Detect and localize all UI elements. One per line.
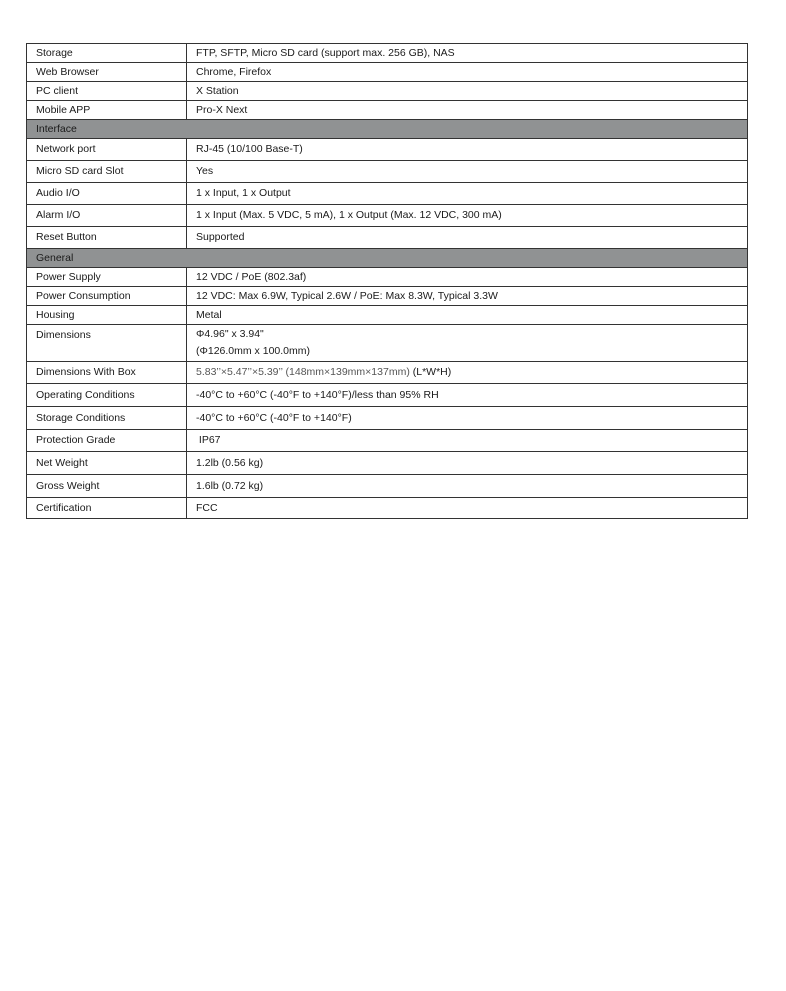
row-label: Dimensions <box>27 325 187 362</box>
row-label: Reset Button <box>27 227 187 249</box>
row-label: Certification <box>27 498 187 519</box>
table-row <box>27 139 748 161</box>
row-value: -40°C to +60°C (-40°F to +140°F) <box>187 407 748 430</box>
row-label: Net Weight <box>27 452 187 475</box>
table-row <box>27 475 748 498</box>
table-row <box>27 101 748 120</box>
row-value <box>187 325 748 362</box>
row-value: Pro-X Next <box>187 101 748 120</box>
section-header-general <box>27 249 748 268</box>
table-row <box>27 287 748 306</box>
row-value: Yes <box>187 161 748 183</box>
section-header-interface <box>27 120 748 139</box>
section-fill <box>187 249 748 268</box>
row-value: X Station <box>187 82 748 101</box>
row-value: -40°C to +60°C (-40°F to +140°F)/less than 95% RH <box>187 384 748 407</box>
row-label: Housing <box>27 306 187 325</box>
row-label: Mobile APP <box>27 101 187 120</box>
row-value: FCC <box>187 498 748 519</box>
row-label: Alarm I/O <box>27 205 187 227</box>
table-row <box>27 63 748 82</box>
row-value: RJ-45 (10/100 Base-T) <box>187 139 748 161</box>
row-value: Supported <box>187 227 748 249</box>
table-row <box>27 362 748 384</box>
table-row <box>27 44 748 63</box>
table-row <box>27 384 748 407</box>
table-row <box>27 325 748 362</box>
row-value: 1.6lb (0.72 kg) <box>187 475 748 498</box>
row-label: Dimensions With Box <box>27 362 187 384</box>
row-label: Web Browser <box>27 63 187 82</box>
row-value: 12 VDC / PoE (802.3af) <box>187 268 748 287</box>
row-value <box>187 362 748 384</box>
row-value: 12 VDC: Max 6.9W, Typical 2.6W / PoE: Max 8.3W, Typical 3.3W <box>187 287 748 306</box>
table-row <box>27 268 748 287</box>
section-title: Interface <box>27 120 187 139</box>
row-label: Storage <box>27 44 187 63</box>
dimensions-mm: (Φ126.0mm x 100.0mm) <box>196 345 310 357</box>
row-label: Storage Conditions <box>27 407 187 430</box>
table-row <box>27 183 748 205</box>
table-row <box>27 452 748 475</box>
row-label: Power Supply <box>27 268 187 287</box>
table-row <box>27 161 748 183</box>
row-value: Metal <box>187 306 748 325</box>
table-row <box>27 430 748 452</box>
row-label: Protection Grade <box>27 430 187 452</box>
table-row <box>27 205 748 227</box>
row-label: Gross Weight <box>27 475 187 498</box>
row-value: IP67 <box>187 430 748 452</box>
section-title: General <box>27 249 187 268</box>
row-label: Micro SD card Slot <box>27 161 187 183</box>
row-label: Power Consumption <box>27 287 187 306</box>
table-row <box>27 407 748 430</box>
table-row <box>27 498 748 519</box>
row-value: 1 x Input, 1 x Output <box>187 183 748 205</box>
dimensions-box-suffix: (L*W*H) <box>409 366 452 378</box>
dimensions-box-values: 5.83’’×5.47’’×5.39’’ (148mm×139mm×137mm) <box>196 366 410 378</box>
row-label: Network port <box>27 139 187 161</box>
row-label: Audio I/O <box>27 183 187 205</box>
table-row <box>27 82 748 101</box>
spec-table <box>26 43 748 519</box>
dimensions-inch: Φ4.96" x 3.94" <box>196 328 264 340</box>
row-label: PC client <box>27 82 187 101</box>
row-value: FTP, SFTP, Micro SD card (support max. 256 GB), NAS <box>187 44 748 63</box>
row-label: Operating Conditions <box>27 384 187 407</box>
row-value: Chrome, Firefox <box>187 63 748 82</box>
table-row <box>27 306 748 325</box>
row-value: 1 x Input (Max. 5 VDC, 5 mA), 1 x Output (Max. 12 VDC, 300 mA) <box>187 205 748 227</box>
section-fill <box>187 120 748 139</box>
row-value: 1.2lb (0.56 kg) <box>187 452 748 475</box>
table-row <box>27 227 748 249</box>
